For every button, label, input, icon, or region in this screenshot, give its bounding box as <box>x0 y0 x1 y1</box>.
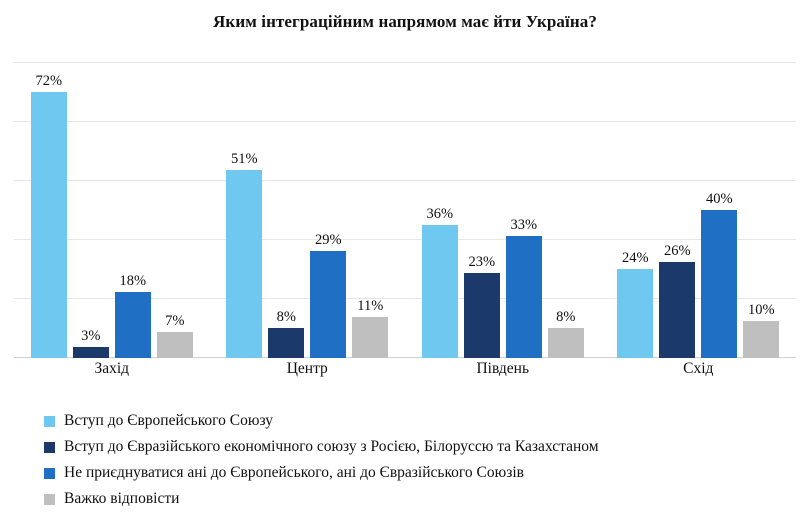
bar-series0-cat3[interactable] <box>617 250 653 358</box>
chart-title: Яким інтеграційним напрямом має йти Україна? <box>213 12 597 31</box>
bar-wrap <box>617 62 653 358</box>
bar-value-label: 24% <box>621 250 649 266</box>
bar-series1-cat3[interactable] <box>659 243 695 358</box>
bar-value-label: 72% <box>35 73 63 89</box>
bar-group-zahid <box>14 62 210 358</box>
bar-wrap <box>310 62 346 358</box>
bar-series3-cat1[interactable] <box>352 298 388 358</box>
bar-value-label: 36% <box>426 206 454 222</box>
bar-wrap <box>548 62 584 358</box>
chart-legend <box>44 408 784 512</box>
bar-value-label: 29% <box>314 232 342 248</box>
bar-group-tsentr <box>210 62 406 358</box>
bar-group-pivden <box>405 62 601 358</box>
bar-value-label: 8% <box>276 309 296 325</box>
bar-series0-cat1[interactable] <box>226 151 262 358</box>
bar-wrap <box>73 62 109 358</box>
bar-wrap <box>464 62 500 358</box>
bar-series0-cat0[interactable] <box>31 73 67 358</box>
category-label-pivden: Південь <box>476 360 530 377</box>
legend-label: Не приєднуватися ані до Європейського, ані до Євразійського Союзів <box>64 464 524 481</box>
legend-swatch-icon <box>44 468 55 479</box>
bar-value-label: 10% <box>747 302 775 318</box>
bar-value-label: 40% <box>705 191 733 207</box>
bar-series2-cat3[interactable] <box>701 191 737 358</box>
legend-label: Вступ до Європейського Союзу <box>64 412 273 429</box>
bar-series1-cat1[interactable] <box>268 309 304 358</box>
bar-value-label: 8% <box>556 309 576 325</box>
bar-wrap <box>701 62 737 358</box>
bar-series3-cat2[interactable] <box>548 309 584 358</box>
bar-wrap <box>352 62 388 358</box>
bar-value-label: 33% <box>510 217 538 233</box>
bar-series3-cat0[interactable] <box>157 313 193 358</box>
legend-label: Важко відповісти <box>64 490 180 507</box>
bar-series2-cat2[interactable] <box>506 217 542 358</box>
legend-label: Вступ до Євразійського економічного союзу з Росією, Білоруссю та Казахстаном <box>64 438 599 455</box>
category-axis <box>14 360 796 378</box>
legend-swatch-icon <box>44 442 55 453</box>
bar-value-label: 11% <box>357 298 384 314</box>
bar-wrap <box>226 62 262 358</box>
bar-wrap <box>506 62 542 358</box>
bar-groups <box>14 62 796 358</box>
legend-item-neutral[interactable] <box>44 460 784 486</box>
bar-series1-cat0[interactable] <box>73 328 109 358</box>
plot-area <box>14 62 796 358</box>
legend-swatch-icon <box>44 494 55 505</box>
bar-wrap <box>115 62 151 358</box>
bar-value-label: 51% <box>230 151 258 167</box>
bar-wrap <box>157 62 193 358</box>
bar-value-label: 18% <box>119 273 147 289</box>
bar-wrap <box>268 62 304 358</box>
bar-series2-cat0[interactable] <box>115 273 151 358</box>
bar-group-shid <box>601 62 797 358</box>
bar-value-label: 3% <box>81 328 101 344</box>
legend-swatch-icon <box>44 416 55 427</box>
bar-series1-cat2[interactable] <box>464 254 500 358</box>
legend-item-hard-to-answer[interactable] <box>44 486 784 512</box>
bar-wrap <box>743 62 779 358</box>
bar-value-label: 23% <box>468 254 496 270</box>
category-label-tsentr: Центр <box>286 360 328 377</box>
bar-value-label: 7% <box>165 313 185 329</box>
legend-item-eaeu[interactable] <box>44 434 784 460</box>
bar-series3-cat3[interactable] <box>743 302 779 358</box>
bar-wrap <box>31 62 67 358</box>
category-label-shid: Схід <box>683 360 714 377</box>
bar-value-label: 26% <box>663 243 691 259</box>
bar-wrap <box>659 62 695 358</box>
bar-series2-cat1[interactable] <box>310 232 346 358</box>
bar-wrap <box>422 62 458 358</box>
bar-series0-cat2[interactable] <box>422 206 458 358</box>
category-label-zahid: Захід <box>94 360 130 377</box>
legend-item-eu[interactable] <box>44 408 784 434</box>
